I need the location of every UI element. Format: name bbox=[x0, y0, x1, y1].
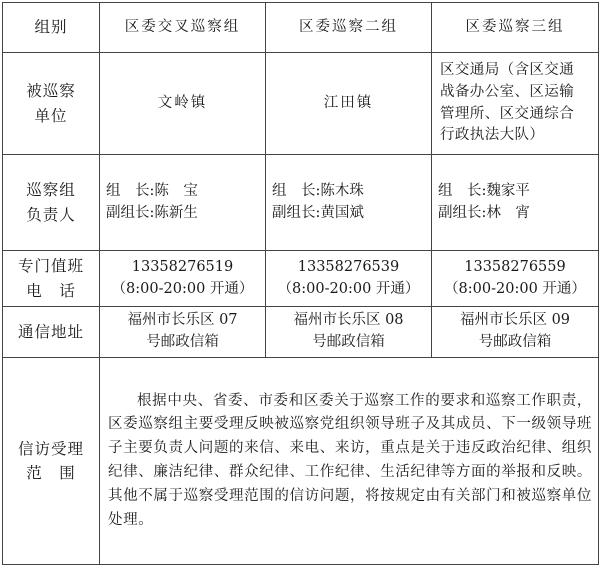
target-unit-3-line3: 管理所、区交通综合 bbox=[440, 105, 575, 122]
address-cell-3 bbox=[432, 307, 599, 358]
phone-cell-2 bbox=[266, 251, 432, 307]
header-row bbox=[3, 3, 599, 53]
phone-number-3: 13358276559 bbox=[464, 258, 566, 275]
address-label-cell: 通信地址 bbox=[3, 307, 100, 358]
scope-label-cell bbox=[3, 358, 100, 565]
phone-label-cell bbox=[3, 251, 100, 307]
leaders-cell-3 bbox=[432, 155, 599, 251]
scope-label-line2: 范 围 bbox=[26, 464, 76, 482]
group-name-3: 区委巡察三组 bbox=[432, 3, 599, 53]
target-unit-row bbox=[3, 53, 599, 155]
leaders-label-line1: 巡察组 bbox=[26, 181, 76, 200]
phone-row bbox=[3, 251, 599, 307]
target-unit-3-line2: 战备办公室、区运输 bbox=[440, 83, 575, 100]
deputy-3: 副组长:林 宵 bbox=[438, 204, 530, 221]
scope-row bbox=[3, 358, 599, 565]
leader-3: 组 长:魏家平 bbox=[438, 182, 530, 199]
target-unit-3-line1: 区交通局（含区交通 bbox=[440, 62, 575, 78]
phone-cell-1 bbox=[100, 251, 266, 307]
leaders-row bbox=[3, 155, 599, 251]
target-unit-1: 文岭镇 bbox=[100, 53, 266, 155]
phone-label-line2: 电 话 bbox=[26, 281, 76, 300]
address-cell-1 bbox=[100, 307, 266, 358]
phone-label-line1: 专门值班 bbox=[17, 257, 84, 276]
leaders-cell-1 bbox=[100, 155, 266, 251]
leader-2: 组 长:陈木珠 bbox=[272, 182, 364, 199]
phone-hours-1: （8:00-20:00 开通） bbox=[111, 280, 254, 297]
leaders-label-cell bbox=[3, 155, 100, 251]
target-unit-label-cell bbox=[3, 53, 100, 155]
address-cell-2 bbox=[266, 307, 432, 358]
deputy-2: 副组长:黄国斌 bbox=[272, 204, 364, 221]
address-2-line2: 号邮政信箱 bbox=[312, 334, 385, 350]
deputy-1: 副组长:陈新生 bbox=[106, 204, 198, 221]
scope-text: 根据中央、省委、市委和区委关于巡察工作的要求和巡察工作职责，区委巡察组主要受理反映被巡察党组织领导班子及其成员、下一级领导班子主要负责人问题的来信、来电、来访，重点是关于违反政治纪律、组织纪律、廉洁纪律、群众纪律、工作纪律、生活纪律等方面的举报和反映。其他不属于巡察受理范围的信访问题，将按规定由有关部门和被巡察单位处理。 bbox=[100, 358, 599, 565]
phone-number-1: 13358276519 bbox=[131, 258, 234, 275]
leaders-cell-2 bbox=[266, 155, 432, 251]
address-1-line2: 号邮政信箱 bbox=[146, 334, 219, 350]
phone-cell-3 bbox=[432, 251, 599, 307]
target-unit-2: 江田镇 bbox=[266, 53, 432, 155]
address-1-line1: 福州市长乐区 07 bbox=[127, 312, 238, 329]
address-2-line1: 福州市长乐区 08 bbox=[293, 312, 404, 329]
leaders-label-line2: 负责人 bbox=[26, 205, 76, 224]
phone-hours-3: （8:00-20:00 开通） bbox=[444, 280, 586, 297]
group-name-1: 区委交叉巡察组 bbox=[100, 3, 266, 53]
group-name-2: 区委巡察二组 bbox=[266, 3, 432, 53]
inspection-info-table bbox=[2, 2, 599, 565]
target-unit-label-line2: 单位 bbox=[34, 106, 68, 125]
target-unit-label-line1: 被巡察 bbox=[26, 82, 76, 101]
phone-hours-2: （8:00-20:00 开通） bbox=[277, 280, 420, 297]
address-3-line1: 福州市长乐区 09 bbox=[459, 312, 571, 329]
scope-label-line1: 信访受理 bbox=[17, 439, 84, 458]
target-unit-3-line4: 行政执法大队） bbox=[440, 127, 545, 144]
target-unit-3 bbox=[432, 53, 599, 155]
phone-number-2: 13358276539 bbox=[297, 258, 400, 275]
address-row bbox=[3, 307, 599, 358]
address-3-line2: 号邮政信箱 bbox=[478, 334, 552, 350]
leader-1: 组 长:陈 宝 bbox=[106, 182, 198, 199]
group-label-cell: 组别 bbox=[3, 3, 100, 53]
